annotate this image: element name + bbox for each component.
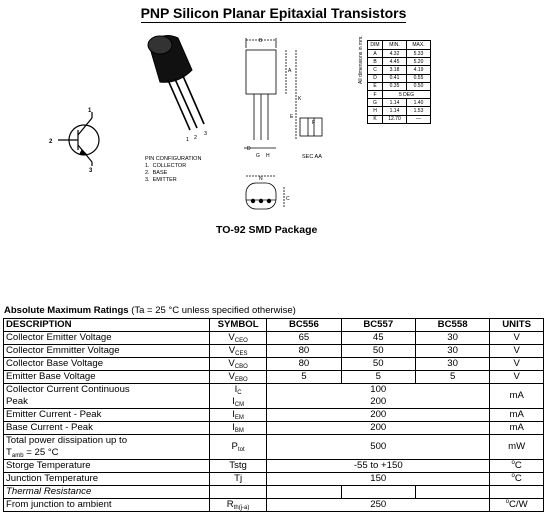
- table-row: Base Current - Peak $I_{BM}$ 200 mA: [4, 422, 544, 435]
- symbol-pin-2: 2: [49, 139, 53, 145]
- package-caption: TO-92 SMD Package: [216, 224, 318, 236]
- dim-row: K 12.70 —: [368, 115, 431, 123]
- dim-letter-n: N: [259, 176, 263, 182]
- table-row: Thermal Resistance: [4, 486, 544, 499]
- table-row: Emitter Base Voltage $V_{EBO}$ 5 5 5 V: [4, 371, 544, 384]
- lead-label-3: 3: [204, 131, 208, 137]
- dim-letter-a: A: [288, 68, 292, 74]
- header-description: DESCRIPTION: [4, 319, 210, 332]
- table-row: Storge Temperature Tstg -55 to +150 $^o$C: [4, 460, 544, 473]
- header-bc557: BC557: [341, 319, 415, 332]
- table-row: Collector Emitter Voltage $V_{CEO}$ 65 45 30 V: [4, 332, 544, 345]
- symbol-pin-1: 1: [88, 108, 92, 114]
- header-bc558: BC558: [415, 319, 489, 332]
- dimension-note: All dimensions in mm.: [358, 35, 364, 84]
- dim-letter-g: G: [256, 153, 260, 159]
- package-drawing: [0, 0, 547, 230]
- ratings-heading: Absolute Maximum Ratings (Ta = 25 °C unless specified otherwise): [4, 305, 296, 316]
- transistor-3d-image: [148, 36, 204, 130]
- dim-header-dim: DIM: [368, 41, 383, 50]
- symbol-pin-3: 3: [89, 168, 93, 174]
- dim-row: C 3.18 4.19: [368, 66, 431, 74]
- dim-letter-h: H: [266, 153, 270, 159]
- ratings-header-row: [4, 319, 544, 332]
- dimension-drawing: [244, 38, 322, 209]
- dimension-table: [367, 40, 431, 124]
- dim-letter-c: C: [286, 196, 290, 202]
- dim-row: A 4.32 5.33: [368, 50, 431, 58]
- table-row: Collector Emmitter Voltage $V_{CES}$ 80 50 30 V: [4, 345, 544, 358]
- table-row: Junction Temperature Tj 150 $^o$C: [4, 473, 544, 486]
- dim-row: G 1.14 1.40: [368, 99, 431, 107]
- dim-letter-d: D: [247, 146, 251, 152]
- dim-row: F 5 DEG: [368, 90, 431, 98]
- table-row: Collector Current Continuous Peak $I_C$ $I_{CM}$ 100 200 mA: [4, 384, 544, 409]
- lead-label-1: 1: [186, 137, 190, 143]
- dim-header-max: MAX.: [407, 41, 431, 50]
- dim-header-min: MIN.: [383, 41, 407, 50]
- dim-row: B 4.45 5.20: [368, 58, 431, 66]
- header-symbol: SYMBOL: [209, 319, 266, 332]
- dim-row: E 0.35 0.50: [368, 82, 431, 90]
- ratings-table: [3, 318, 544, 512]
- table-row: Emitter Current - Peak $I_{EM}$ 200 mA: [4, 409, 544, 422]
- dim-letter-e: E: [290, 114, 294, 120]
- table-row: From junction to ambient $R_{th(j-a)}$ 250 $^o$C/W: [4, 499, 544, 512]
- dim-row: D 0.41 0.55: [368, 74, 431, 82]
- page-title: PNP Silicon Planar Epitaxial Transistors: [140, 5, 407, 21]
- dim-letter-f: F: [312, 120, 316, 126]
- pin-configuration: PIN CONFIGURATION 1. COLLECTOR 2. BASE 3. EMITTER: [145, 156, 202, 183]
- section-label: SEC AA: [302, 154, 322, 160]
- dim-letter-b: B: [259, 38, 263, 44]
- table-row: Total power dissipation up to $T_{amb} = 25$ °C $P_{tot}$ 500 mW: [4, 435, 544, 460]
- header-units: UNITS: [490, 319, 544, 332]
- header-bc556: BC556: [267, 319, 341, 332]
- lead-label-2: 2: [194, 135, 198, 141]
- dim-letter-k: K: [298, 96, 302, 102]
- dim-row: H 1.14 1.53: [368, 107, 431, 115]
- table-row: Collector Base Voltage $V_{CBO}$ 80 50 30 V: [4, 358, 544, 371]
- pnp-symbol: [58, 112, 99, 166]
